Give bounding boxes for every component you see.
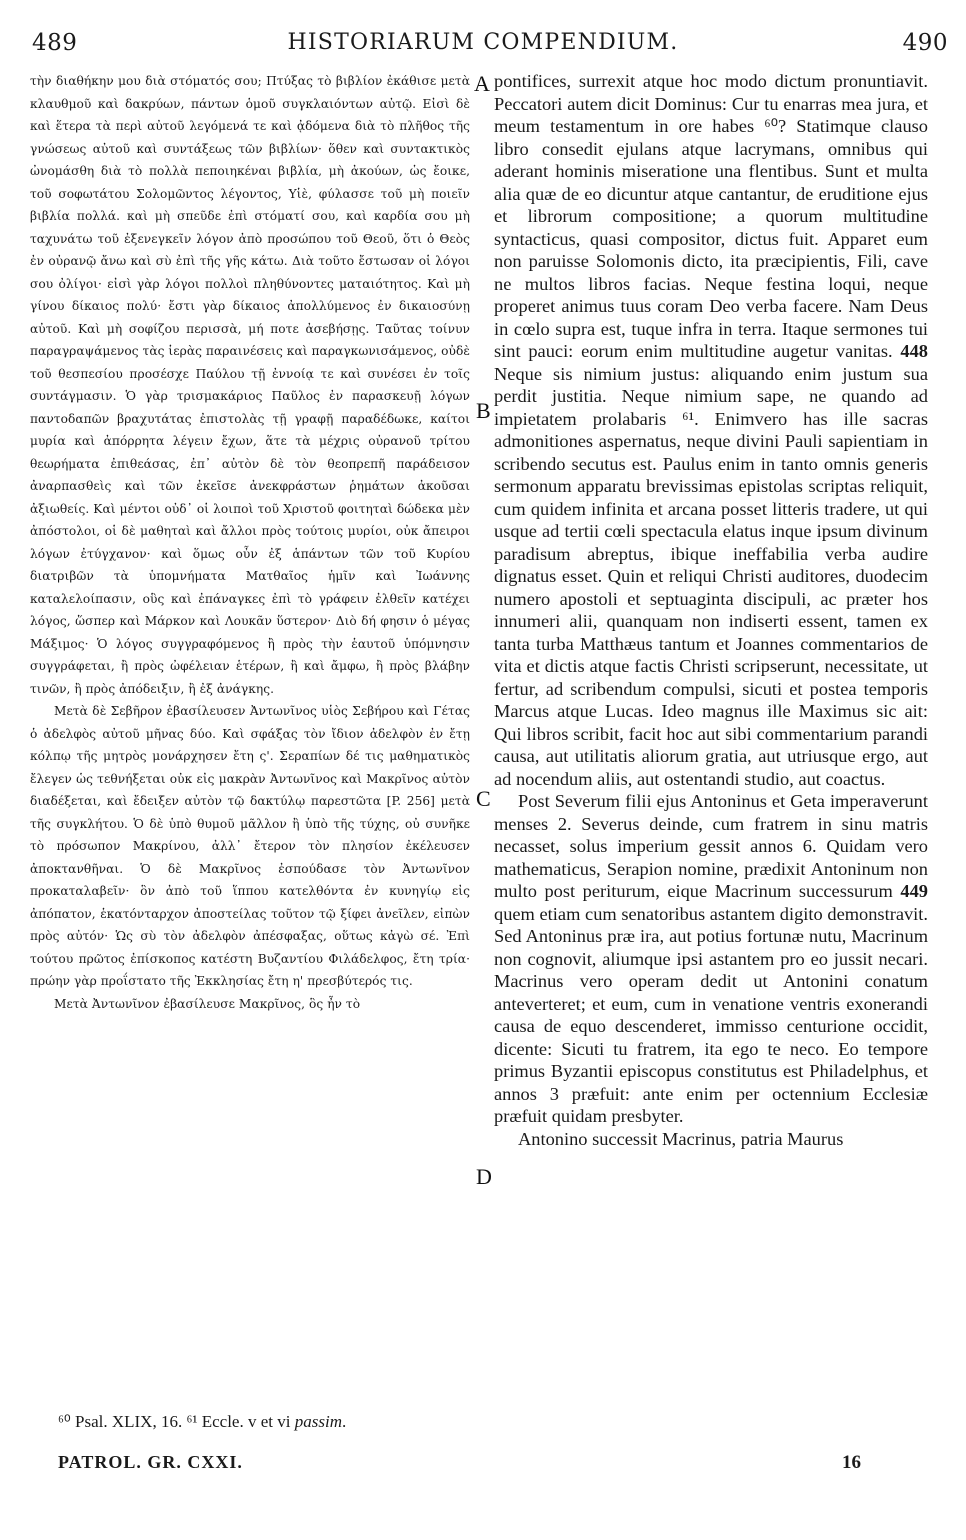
page-number-left: 489 xyxy=(32,30,78,56)
margin-marker-c: C xyxy=(476,786,491,811)
latin-paragraph: Antonino successit Macrinus, patria Maurus xyxy=(518,1128,844,1149)
margin-marker-d: D xyxy=(476,1164,492,1189)
greek-paragraph: Μετὰ δὲ Σεβῆρον ἐβασίλευσεν Ἀντωνῖνος υἱὸς Σεβήρου καὶ Γέτας ὁ ἀδελφὸς αὐτοῦ μῆνας δύο. Καὶ σφάξας τὸν ἴδιον ἀδελφὸν ἐν ἔτῃ κόλπῳ τῆς μητρὸς μονάρχησεν ἔτη ς'. Σεραπίων δέ τις μαθηματικὸς ἔλεγεν ὡς τεθνήξεται οὐκ εἰς μακρὰν Ἀντωνῖνος καὶ Μακρῖνος αὐτὸν διαδέξεται, καὶ ἔδειξεν αὐτὸν τῷ δακτύλῳ παρεστῶτα [P. 256] μετὰ τῆς συγκλήτου. Ὁ δὲ ὑπὸ θυμοῦ μᾶλλον ἢ ὑπὸ τῆς τύχης, οὐ συνῆκε τὸ πρόσωπον Μακρίνου, ἀλλ᾽ ἔτερον τὸν πλησίον ἐκέλευσεν ἀποκτανθῆναι. Ὁ δὲ Μακρῖνος ἐσπούδασε τὸν Ἀντωνῖνον προκαταλαβεῖν· ὃν ἀπὸ τοῦ ἵππου κατελθόντα ἐν κυνηγίῳ εἰς ἀπόπατον, ἑκατόνταρχον ἀποστείλας τοῦτον τῷ ξίφει ἀνεῖλεν, εἰπὼν πρὸς αὐτόν· Ὡς σὺ τὸν ἀδελφὸν ἀπέσφαξας, οὕτως κἀγὼ σέ. Ἐπὶ τούτου πρῶτος ἐπίσκοπος κατέστη Βυζαντίου Φιλάδελφος, ἔτη τρία· πρώην γὰρ προΐστατο τῆς Ἐκκλησίας ἔτη η' πρεσβύτερός τις. xyxy=(30,704,470,988)
sheet-number: 16 xyxy=(842,1452,861,1473)
marginal-number: 448 xyxy=(900,341,928,361)
footnotes xyxy=(58,1412,346,1432)
running-header xyxy=(14,30,952,66)
latin-text: pontifices, surrexit atque hoc modo dictum pronuntiavit. Peccatori autem dicit Dominus: Cur tu enarras mea jura, et meum testamentum in ore habes ⁶⁰? Statimque clauso libro consedit ejulans atque lacrymans, omnibus qui aderant hominis miseratione una flentibus. Sunt et multa alia quæ de eo dicuntur atque cantantur, de eruditione ejus et librorum compositione; a quorum multitudine syntacticus, quasi compositor, dictus fuit. Apparet eum non paruisse Solomonis dicto, ita præcipientis, Fili, cave ne multos libros facias. Neque festina loqui, neque properet animus tuus coram Deo verba facere. Nam Deus in cœlo supra est, tuque infra in terra. Itaque sermones tui sint pauci: eorum enim multitudine augetur vanitas. xyxy=(494,71,928,361)
latin-paragraph xyxy=(494,790,928,1128)
greek-paragraph: Μετὰ Ἀντωνῖνον ἐβασίλευσε Μακρῖνος, ὃς ἦν τὸ xyxy=(54,996,361,1011)
latin-text: Neque sis nimium justus: aliquando enim justum sua perdit justitia. Neque nimium sape, ne quando ad impietatem prolabaris ⁶¹. Enimvero has ille sacras admonitiones aspernatus, neque divini Pauli sapientiam in scribendo secutus est. Paulus enim in tanto omnis generis sermonum apparatu brevissimas epistolas scriptas reliquit, cum quidem infinita et arcana posset litteris tradere, ut qui usque ad tertii cœli spectacula elatus inque ipsum divinum paradisum abreptus, ibique ineffabilia verba audire dignatus esset. Quin et reliqui Christi auditores, duodecim numero apostoli et septuaginta discipuli, ac præter hos innumeri alii, quanquam non indiserti essent, tamen ex tanta turba Matthæus tantum et Joannes commentarios de vita et dictis atque factis Christi scripserunt, necessitate, ut fertur, ad scribendum compulsi, sicuti et postea temporis Marcus atque Lucas. Ideo magnus ille Maximus sic ait: Qui libros scribit, facit hoc aut sibi commentarium parandi causa, aut utilitatis aliorum gratia, aut utriusque ergo, aut ad nocendum aliis, aut ostentandi studio, aut coactus. xyxy=(494,363,928,789)
latin-text: quem etiam cum senatoribus astantem digito demonstravit. Sed Antoninus præ ira, aut potius fortunæ nutu, Macrinum non cognovit, aliumque ipsi astantem pro eo jussit necari. Macrinus vero operam dedit ut Antonini conatum anteverteret; et eum, cum in venatione ventris exonerandi causa de equo descenderet, immisso centurione occidit, dicente: Sicuti tu fratrem, ita ego te neco. Eo tempore primus Byzantii episcopus constitutus est Philadelphus, et annos 3 præfuit: ante enim per octennium Ecclesiæ præfuit quidam presbyter. xyxy=(494,903,928,1126)
latin-paragraph xyxy=(494,70,928,790)
margin-marker-a: A xyxy=(474,71,490,96)
margin-marker-b: B xyxy=(476,398,491,423)
footnote-text: Eccle. v et vi xyxy=(197,1412,295,1431)
footnote-text: Psal. XLIX, 16. xyxy=(70,1412,183,1431)
greek-paragraph: τὴν διαθήκην μου διὰ στόματός σου; Πτύξας τὸ βιβλίον ἐκάθισε μετὰ κλαυθμοῦ καὶ δακρύων, πάντων ὁμοῦ συγκλαιόντων αὐτῷ. Εἰσὶ δὲ καὶ ἕτερα τὰ περὶ αὐτοῦ λεγόμενά τε καὶ ᾀδόμενα διὰ τὸ πλῆθος τῆς γνώσεως αὐτοῦ καὶ συντάξεως τῶν βιβλίων· ὅθεν καὶ συντακτικὸς ὠνομάσθη διὰ τὸ πολλὰ πεποιηκέναι βιβλία, μὴ ἀκούων, ὡς ἔοικε, τοῦ σοφωτάτου Σολομῶντος λέγοντος, Υἱὲ, φύλασσε τοῦ μὴ ποιεῖν βιβλία πολλά. καὶ μὴ σπεῦδε ἐπὶ στόματί σου, καὶ καρδία σου μὴ ταχυνάτω τοῦ ἐξενεγκεῖν λόγον ἀπὸ προσώπου τοῦ Θεοῦ, ὅτι ὁ Θεὸς ἐν οὐρανῷ ἄνω καὶ σὺ ἐπὶ τῆς γῆς κάτω. Διὰ τοῦτο ἔστωσαν οἱ λόγοι σου ὀλίγοι· εἰσὶ γὰρ λόγοι πολλοὶ πληθύνοντες ματαιότητος. Καὶ μὴ γίνου δίκαιος πολύ· ἔστι γὰρ δίκαιος ἀπολλύμενος ἐν δικαιοσύνῃ αὐτοῦ. Καὶ μὴ σοφίζου περισσὰ, μή ποτε ἀσεβήσῃς. Ταῦτας τοίνυν παραγραψάμενος τὰς ἱερὰς παραινέσεις καὶ παραγκωνισάμενος, οὐδὲ τοῦ θεσπεσίου προσέσχε Παύλου τῇ ἐννοίᾳ τε καὶ συνέσει ἐν τοῖς συντάγμασιν. Ὁ γὰρ τρισμακάριος Παῦλος ἐν παρασκευῇ λόγων παντοδαπῶν βραχυτάτας ἐπιστολὰς τῇ γραφῇ παραδέδωκε, καίτοι μυρία καὶ ἀπόρρητα λέγειν ἔχων, ἅτε τὰ μέχρις οὐρανοῦ τρίτου θεωρήματα ἐπιθεάσας, ἐπ᾽ αὐτὸν δὲ τὸν θεοπρεπῆ παράδεισον ἀναρπασθεὶς καὶ τῶν ἐκεῖσε ἀνεκφράστων ῥημάτων ἀκοῦσαι ἀξιωθείς. Καὶ μέντοι οὐδ᾽ οἱ λοιποὶ τοῦ Χριστοῦ φοιτηταὶ δώδεκα μὲν ἀπόστολοι, οἱ δὲ μαθηταὶ καὶ ἄλλοι πρὸς τούτοις μυρίοι, οὐκ ἄπειροι λόγων ἐτύγχανον· καὶ ὅμως οὖν ἐξ ἁπάντων τῶν τοῦ Κυρίου διατριβῶν τὰ ὑπομνήματα Ματθαῖος ἡμῖν καὶ Ἰωάννης καταλελοίπασιν, οὓς καὶ ἐπάναγκες ἐπὶ τὸ γράφειν ἐλθεῖν κατέχει λόγος, ὥσπερ καὶ Μάρκον καὶ Λουκᾶν ὕστερον· Διὸ δή φησιν ὁ μέγας Μάξιμος· Ὁ λόγος συγγραφόμενος ἢ πρὸς τὴν ἑαυτοῦ ὑπόμνησιν συγγράφεται, ἢ πρὸς ὠφέλειαν ἑτέρων, ἢ καὶ ἄμφω, ἢ πρὸς βλάβην τινῶν, ἢ πρὸς ἀπόδειξιν, ἢ ἐξ ἀνάγκης. xyxy=(30,74,470,696)
latin-text: Post Severum filii ejus Antoninus et Geta imperaverunt menses 2. Severus deinde, cum fratrem in sinu matris necasset, solus imperium gessit annos 6. Quidam vero mathematicus, Serapion nomine, prædixit Antoninum non multo post periturum, eique Macrinum successurum xyxy=(494,791,928,901)
page-number-right: 490 xyxy=(902,30,948,56)
footnote-marker: ⁶¹ xyxy=(182,1412,198,1431)
signature-line: PATROL. GR. CXXI. xyxy=(58,1452,243,1472)
footnote-text: . xyxy=(341,1412,347,1431)
marginal-number: 449 xyxy=(900,881,928,901)
footnote-marker: ⁶⁰ xyxy=(58,1412,71,1431)
latin-column xyxy=(494,70,928,1150)
greek-column xyxy=(30,70,470,1015)
footnote-italic: passim xyxy=(294,1412,342,1431)
running-title: HISTORIARUM COMPENDIUM. xyxy=(287,30,679,55)
